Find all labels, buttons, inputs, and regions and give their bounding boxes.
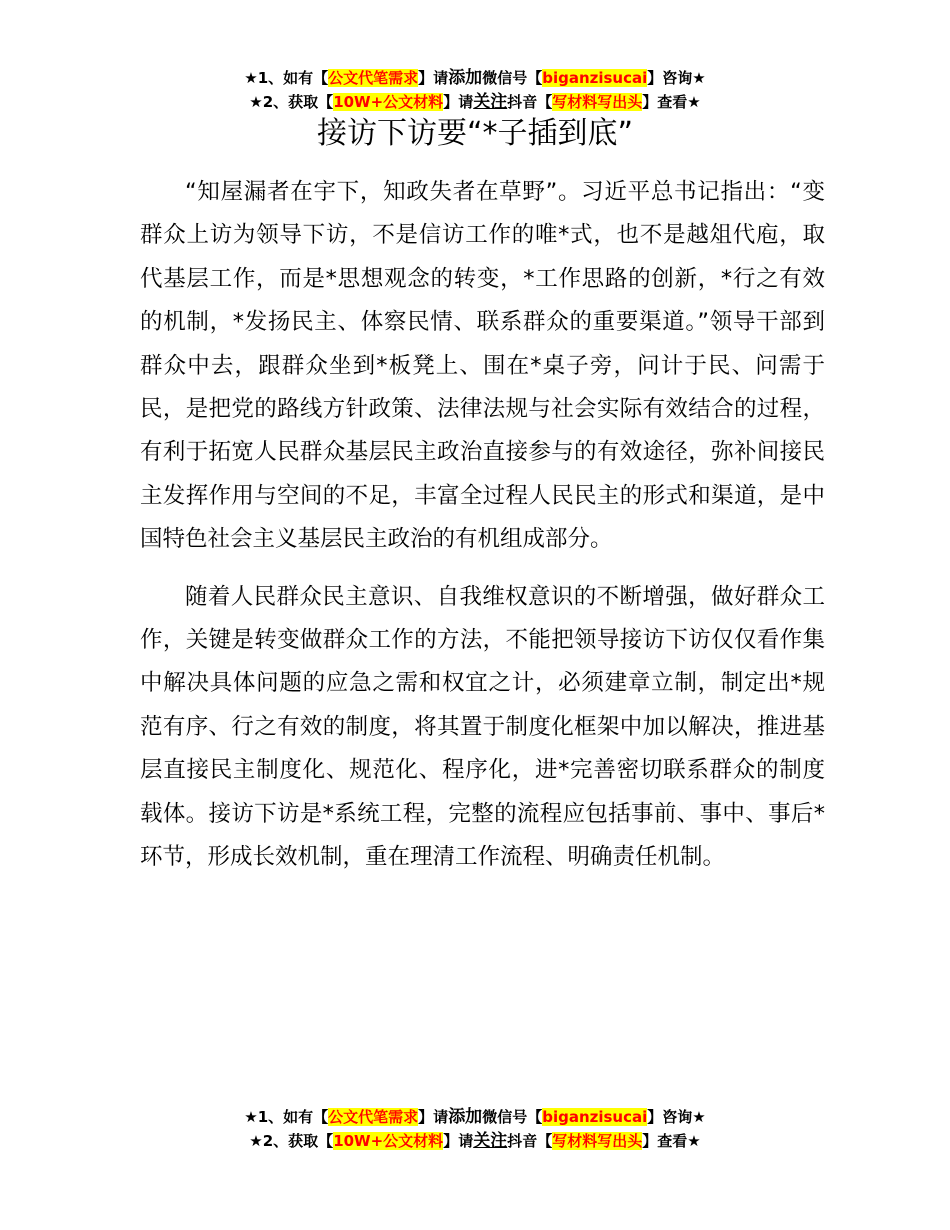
banner-text: 抖音【 (507, 93, 553, 111)
banner-highlight: 写材料写出头 (552, 1132, 643, 1150)
banner-highlight: biganzisucai (542, 1108, 648, 1126)
banner-text: ★2、获取【 (249, 93, 334, 111)
banner-highlight: 公文代笔需求 (328, 1108, 419, 1126)
banner-line-1 (0, 1105, 950, 1129)
banner-text: 】咨询★ (647, 1108, 706, 1126)
banner-text: 微信号【 (482, 69, 543, 87)
document-title: 接访下访要“*子插到底” (316, 116, 634, 151)
footer-banner (0, 1105, 950, 1153)
banner-text: 】查看★ (642, 1132, 701, 1150)
banner-text: ★2、获取【 (249, 1132, 334, 1150)
banner-highlight: 写材料写出头 (552, 93, 643, 111)
banner-line-1 (0, 66, 950, 90)
banner-text: 】请 (418, 69, 449, 87)
banner-highlight: 10W+公文材料 (333, 93, 444, 111)
banner-highlight: 公文代笔需求 (328, 69, 419, 87)
banner-text: 】请 (443, 1132, 474, 1150)
document-body (140, 171, 825, 880)
banner-highlight: 10W+公文材料 (333, 1132, 444, 1150)
banner-highlight: biganzisucai (542, 69, 648, 87)
banner-line-2 (0, 1129, 950, 1153)
paragraph: 随着人民群众民主意识、自我维权意识的不断增强，做好群众工作，关键是转变做群众工作的方法，不能把领导接访下访仅仅看作集中解决具体问题的应急之需和权宜之计，必须建章立制，制定出*规范有序、行之有效的制度，将其置于制度化框架中加以解决，推进基层直接民主制度化、规范化、程序化，进*完善密切联系群众的制度载体。接访下访是*系统工程，完整的流程应包括事前、事中、事后*环节，形成长效机制，重在理清工作流程、明确责任机制。 (140, 583, 825, 871)
banner-text: 】咨询★ (647, 69, 706, 87)
banner-text: 添加 (448, 1107, 483, 1127)
paragraph: “知屋漏者在宇下，知政失者在草野”。习近平总书记指出：“变群众上访为领导下访，不是信访工作的唯*式，也不是越俎代庖，取代基层工作，而是*思想观念的转变，*工作思路的创新，*行之有效的机制，*发扬民主、体察民情、联系群众的重要渠道。”领导干部到群众中去，跟群众坐到*板凳上、围在*桌子旁，问计于民、问需于民，是把党的路线方针政策、法律法规与社会实际有效结合的过程，有利于拓宽人民群众基层民主政治直接参与的有效途径，弥补间接民主发挥作用与空间的不足，丰富全过程人民民主的形式和渠道，是中国特色社会主义基层民主政治的有机组成部分。 (140, 179, 825, 553)
banner-text: 】请 (443, 93, 474, 111)
header-banner (0, 66, 950, 114)
banner-text: 抖音【 (507, 1132, 553, 1150)
banner-line-2 (0, 90, 950, 114)
banner-text: ★1、如有【 (244, 1108, 329, 1126)
banner-text: 关注 (473, 1131, 508, 1151)
banner-text: 关注 (473, 92, 508, 112)
banner-text: 添加 (448, 68, 483, 88)
banner-text: ★1、如有【 (244, 69, 329, 87)
banner-text: 】查看★ (642, 93, 701, 111)
banner-text: 微信号【 (482, 1108, 543, 1126)
banner-text: 】请 (418, 1108, 449, 1126)
